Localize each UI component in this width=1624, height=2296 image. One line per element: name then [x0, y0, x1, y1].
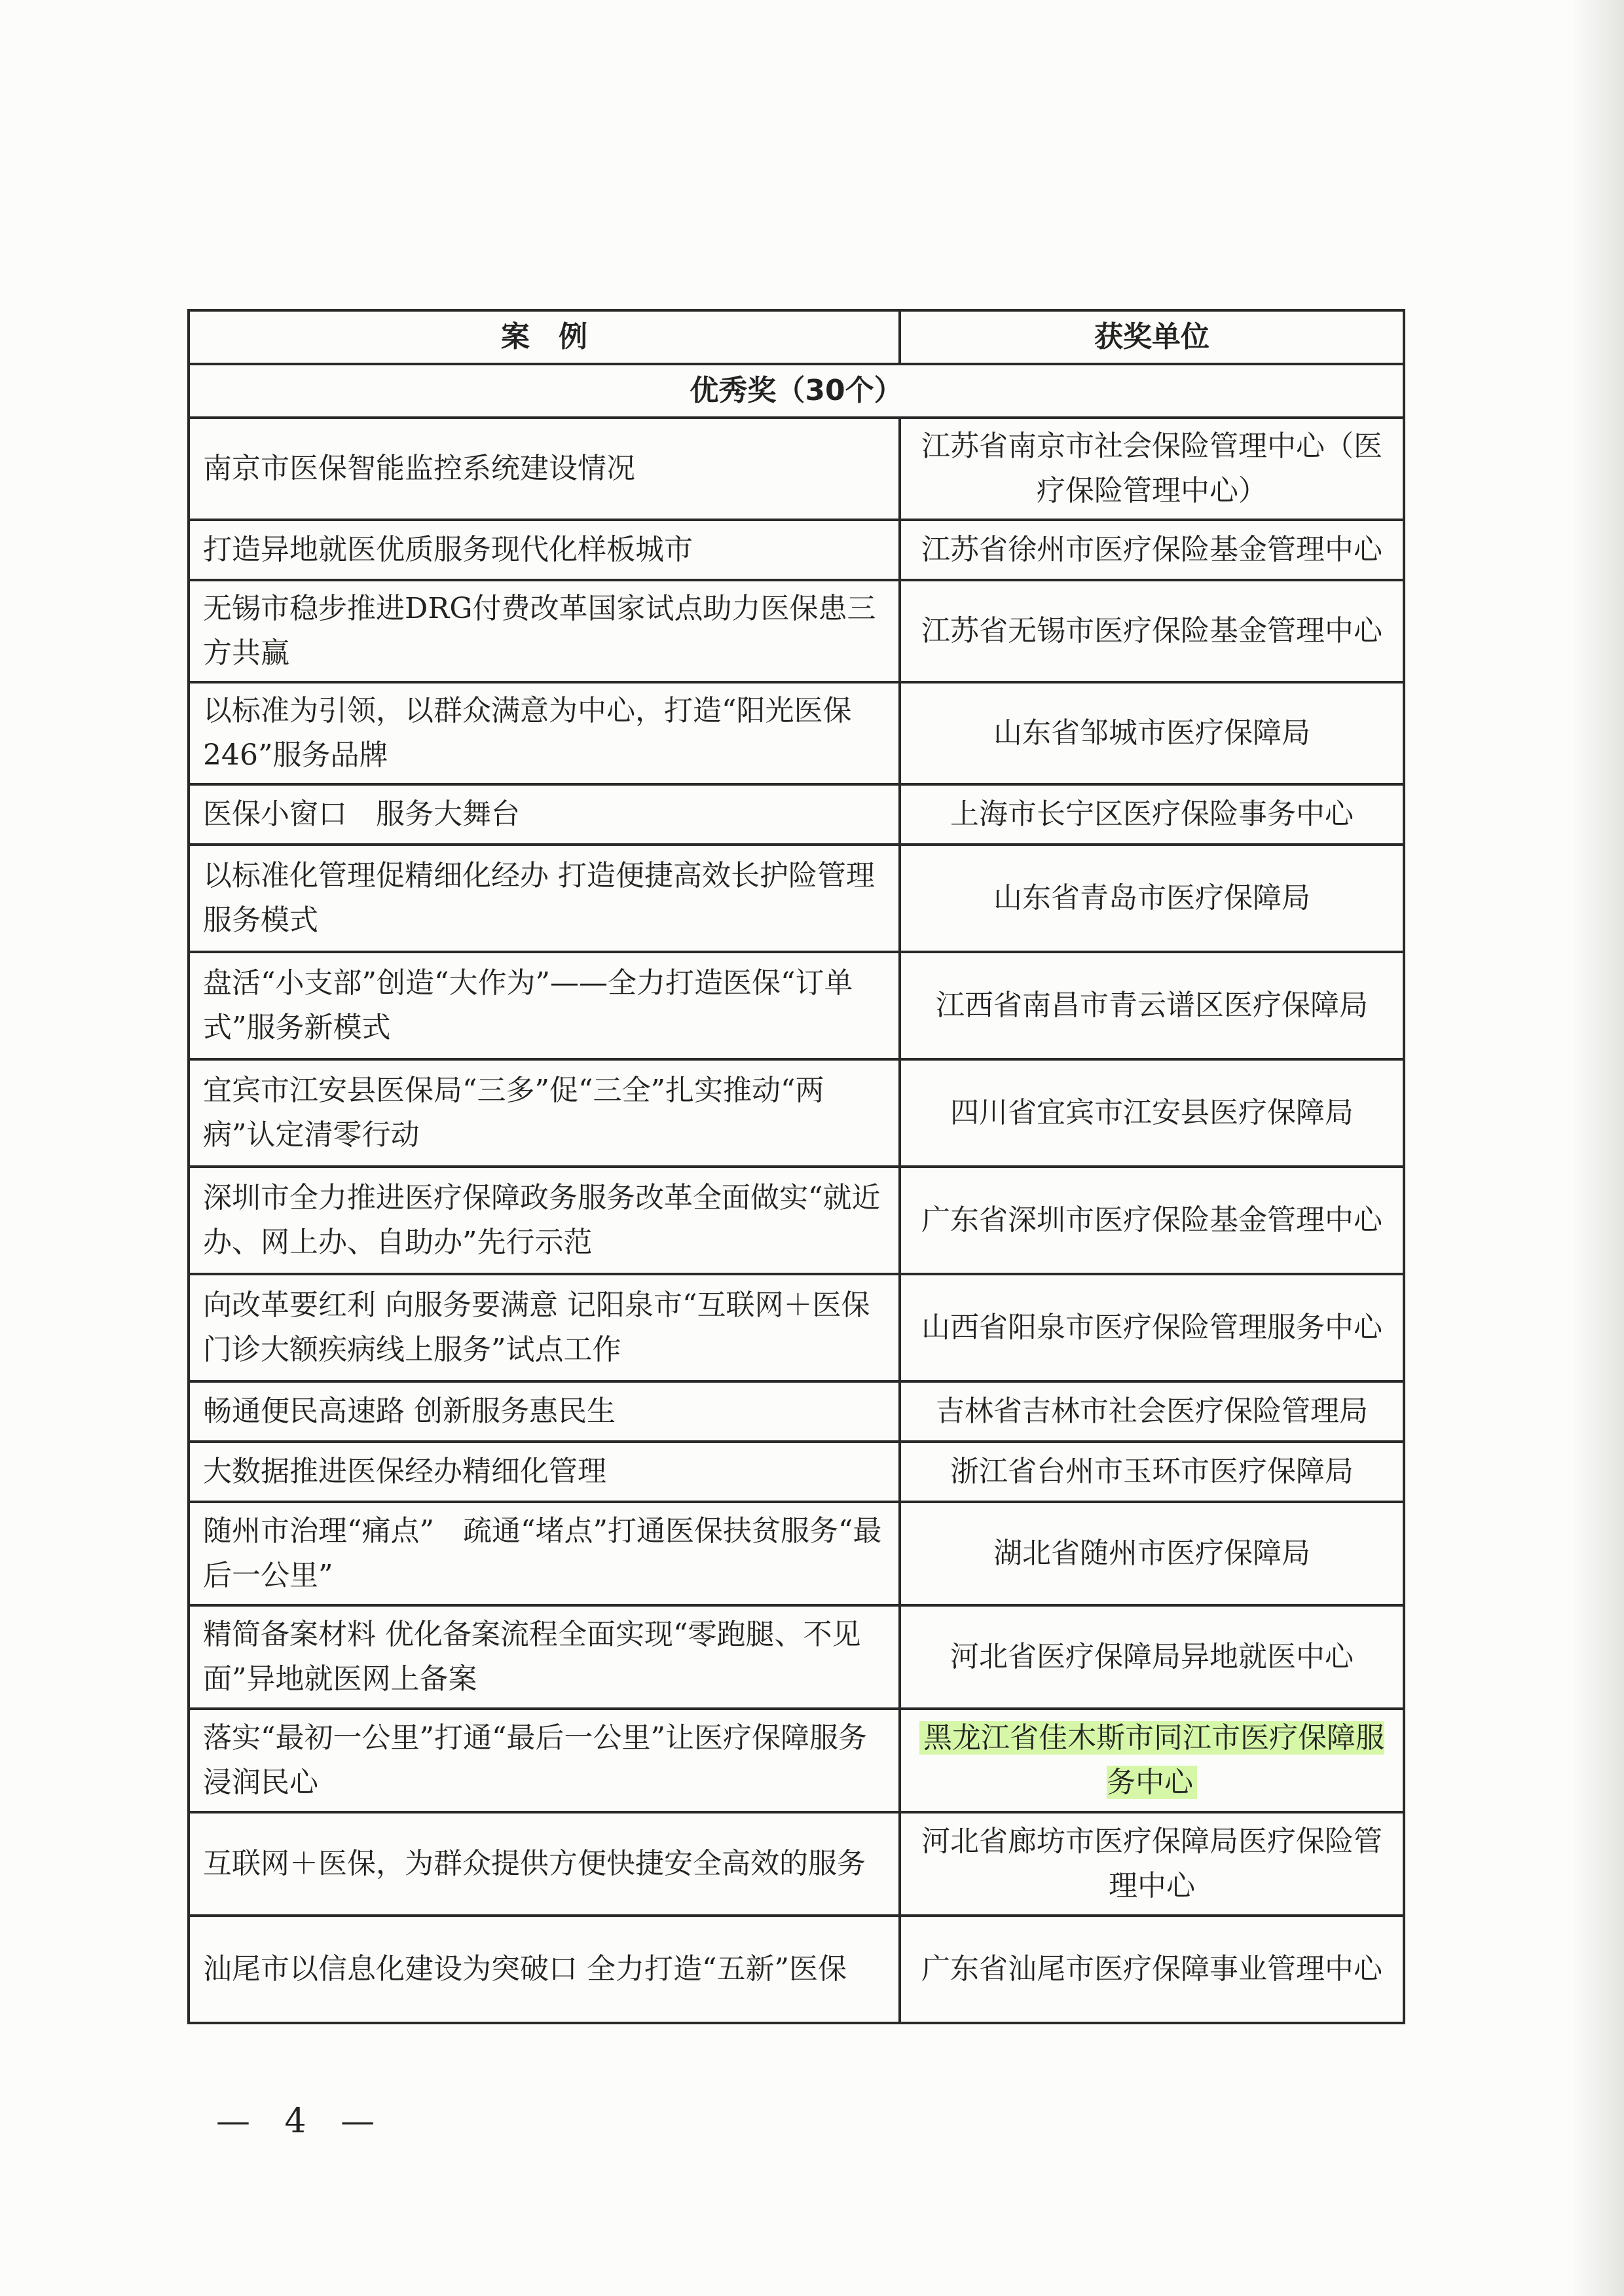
table-row: [189, 1502, 1404, 1605]
unit-cell: 山东省青岛市医疗保障局: [900, 845, 1404, 952]
section-title: 优秀奖（30个）: [189, 364, 1404, 418]
page-edge-shadow: [1572, 0, 1624, 2296]
unit-cell: 吉林省吉林市社会医疗保险管理局: [900, 1381, 1404, 1442]
table-row: [189, 682, 1404, 784]
table-row: [189, 580, 1404, 682]
unit-cell: 河北省廊坊市医疗保障局医疗保险管理中心: [900, 1812, 1404, 1916]
unit-cell: 江苏省无锡市医疗保险基金管理中心: [900, 580, 1404, 682]
table-row: [189, 1442, 1404, 1502]
unit-cell: 山东省邹城市医疗保障局: [900, 682, 1404, 784]
case-cell: 落实“最初一公里”打通“最后一公里”让医疗保障服务浸润民心: [189, 1709, 900, 1812]
case-cell: 畅通便民高速路 创新服务惠民生: [189, 1381, 900, 1442]
case-cell: 向改革要红利 向服务要满意 记阳泉市“互联网＋医保门诊大额疾病线上服务”试点工作: [189, 1274, 900, 1381]
table-row: [189, 418, 1404, 520]
table-row: [189, 1274, 1404, 1381]
awards-table: [187, 309, 1405, 2024]
unit-cell: 江苏省南京市社会保险管理中心（医疗保险管理中心）: [900, 418, 1404, 520]
case-cell: 汕尾市以信息化建设为突破口 全力打造“五新”医保: [189, 1916, 900, 2023]
unit-cell: 浙江省台州市玉环市医疗保障局: [900, 1442, 1404, 1502]
case-cell: 打造异地就医优质服务现代化样板城市: [189, 520, 900, 580]
table-row: [189, 952, 1404, 1059]
unit-cell: 广东省汕尾市医疗保障事业管理中心: [900, 1916, 1404, 2023]
unit-cell: 江西省南昌市青云谱区医疗保障局: [900, 952, 1404, 1059]
header-unit: 获奖单位: [900, 310, 1404, 364]
case-cell: 无锡市稳步推进DRG付费改革国家试点助力医保患三方共赢: [189, 580, 900, 682]
case-cell: 医保小窗口 服务大舞台: [189, 784, 900, 845]
highlighted-unit: 黑龙江省佳木斯市同江市医疗保障服务中心: [919, 1721, 1384, 1799]
unit-cell-highlighted: [900, 1709, 1404, 1812]
unit-cell: 广东省深圳市医疗保险基金管理中心: [900, 1167, 1404, 1274]
unit-cell: 湖北省随州市医疗保障局: [900, 1502, 1404, 1605]
unit-cell: 河北省医疗保障局异地就医中心: [900, 1605, 1404, 1709]
page-number: — 4 —: [216, 2102, 387, 2141]
unit-cell: 四川省宜宾市江安县医疗保障局: [900, 1059, 1404, 1167]
case-cell: 以标准化管理促精细化经办 打造便捷高效长护险管理服务模式: [189, 845, 900, 952]
table-row: [189, 1381, 1404, 1442]
table-row: [189, 520, 1404, 580]
table-row: [189, 1605, 1404, 1709]
unit-cell: 上海市长宁区医疗保险事务中心: [900, 784, 1404, 845]
unit-cell: 山西省阳泉市医疗保险管理服务中心: [900, 1274, 1404, 1381]
case-cell: 以标准为引领，以群众满意为中心，打造“阳光医保246”服务品牌: [189, 682, 900, 784]
table-row: [189, 1709, 1404, 1812]
case-cell: 南京市医保智能监控系统建设情况: [189, 418, 900, 520]
table-row: [189, 1059, 1404, 1167]
case-cell: 随州市治理“痛点” 疏通“堵点”打通医保扶贫服务“最后一公里”: [189, 1502, 900, 1605]
table-row: [189, 845, 1404, 952]
case-cell: 宜宾市江安县医保局“三多”促“三全”扎实推动“两病”认定清零行动: [189, 1059, 900, 1167]
table-header-row: [189, 310, 1404, 364]
section-row: [189, 364, 1404, 418]
case-cell: 精简备案材料 优化备案流程全面实现“零跑腿、不见面”异地就医网上备案: [189, 1605, 900, 1709]
case-cell: 深圳市全力推进医疗保障政务服务改革全面做实“就近办、网上办、自助办”先行示范: [189, 1167, 900, 1274]
unit-cell: 江苏省徐州市医疗保险基金管理中心: [900, 520, 1404, 580]
case-cell: 互联网＋医保，为群众提供方便快捷安全高效的服务: [189, 1812, 900, 1916]
header-case: 案 例: [189, 310, 900, 364]
case-cell: 大数据推进医保经办精细化管理: [189, 1442, 900, 1502]
table-row: [189, 784, 1404, 845]
table-row: [189, 1167, 1404, 1274]
table-row: [189, 1812, 1404, 1916]
table-row: [189, 1916, 1404, 2023]
case-cell: 盘活“小支部”创造“大作为”——全力打造医保“订单式”服务新模式: [189, 952, 900, 1059]
